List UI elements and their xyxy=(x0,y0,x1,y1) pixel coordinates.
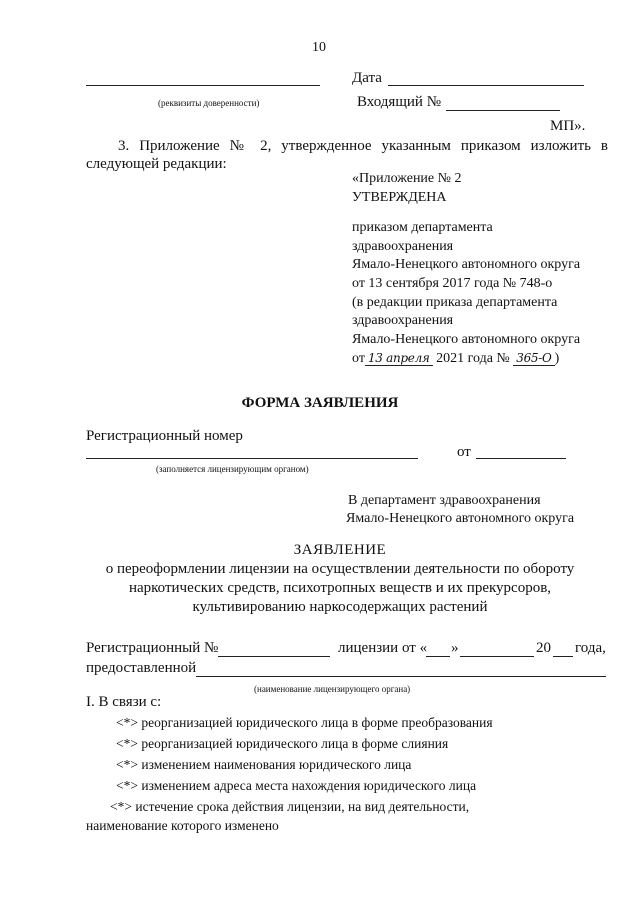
license-year-suffix: года, xyxy=(575,640,606,656)
license-reg-label: Регистрационный № xyxy=(86,640,219,656)
page-number: 10 xyxy=(312,40,326,55)
approval-line: УТВЕРЖДЕНА xyxy=(352,189,447,205)
requisites-caption: (реквизиты доверенности) xyxy=(158,98,260,108)
statement-line1: о переоформлении лицензии на осуществлении деятельности по обороту xyxy=(105,561,575,577)
license-month-line xyxy=(460,656,534,657)
approval-line: здравоохранения xyxy=(352,313,454,329)
statement-line2: наркотических средств, психотропных веществ и их прекурсоров, xyxy=(128,580,552,596)
clause3-line1: 3. Приложение № 2, утвержденное указанным приказом изложить в xyxy=(118,138,608,154)
statement-line3: культивированию наркосодержащих растений xyxy=(192,599,488,615)
reg-number-label: Регистрационный номер xyxy=(86,428,243,444)
handwritten-number: 365-О xyxy=(513,351,554,366)
handwritten-date: 13 апреля xyxy=(365,351,433,366)
list-item: <*> реорганизацией юридического лица в форме преобразования xyxy=(116,715,493,730)
approval-from: от xyxy=(352,351,365,367)
incoming-line xyxy=(446,110,560,111)
approval-line xyxy=(352,207,580,219)
form-title: ФОРМА ЗАЯВЛЕНИЯ xyxy=(241,395,399,411)
clause3-line2: следующей редакции: xyxy=(86,156,227,172)
org-caption: (наименование лицензирующего органа) xyxy=(254,684,411,694)
approval-line: Ямало-Ненецкого автономного округа xyxy=(352,257,581,273)
approval-line: от 13 сентября 2017 года № 748-о xyxy=(352,275,553,291)
statement-title: ЗАЯВЛЕНИЕ xyxy=(293,542,387,558)
from-label: от xyxy=(457,444,471,460)
list-item: <*> реорганизацией юридического лица в форме слияния xyxy=(116,736,449,751)
list-item-continuation: наименование которого изменено xyxy=(86,818,279,833)
license-from-label: лицензии от « xyxy=(338,640,428,656)
reg-number-line xyxy=(86,458,418,459)
license-quote-close: » xyxy=(451,640,459,656)
provided-label: предоставленной xyxy=(86,660,197,676)
approval-block xyxy=(352,170,580,369)
from-date-line xyxy=(476,458,566,459)
section1-heading: I. В связи с: xyxy=(86,694,162,710)
filled-by-caption: (заполняется лицензирующим органом) xyxy=(156,464,309,474)
list-item: <*> истечение срока действия лицензии, на вид деятельности, xyxy=(110,799,470,814)
approval-last-line: от 13 апреля 2021 года № 365-О ) xyxy=(352,351,560,367)
addressee-line1: В департамент здравоохранения xyxy=(348,493,541,508)
provided-line xyxy=(196,676,606,677)
list-item: <*> изменением наименования юридического лица xyxy=(116,757,412,772)
approval-line: «Приложение № 2 xyxy=(352,171,462,186)
addressee-line2: Ямало-Ненецкого автономного округа xyxy=(346,511,575,526)
approval-line: (в редакции приказа департамента xyxy=(352,294,558,310)
license-reg-line xyxy=(218,656,330,657)
approval-year: 2021 года № xyxy=(436,351,510,367)
approval-line: приказом департамента xyxy=(352,220,493,236)
list-item: <*> изменением адреса места нахождения юридического лица xyxy=(116,778,477,793)
date-line xyxy=(388,85,584,86)
license-year-prefix: 20 xyxy=(536,640,551,656)
license-day-line xyxy=(426,656,450,657)
approval-line: здравоохранения xyxy=(352,238,454,254)
date-label: Дата xyxy=(352,70,382,86)
incoming-label: Входящий № xyxy=(357,94,442,110)
requisites-line xyxy=(86,85,320,86)
approval-line: Ямало-Ненецкого автономного округа xyxy=(352,331,581,347)
mp-label: МП». xyxy=(550,118,586,134)
license-year-line xyxy=(553,656,573,657)
